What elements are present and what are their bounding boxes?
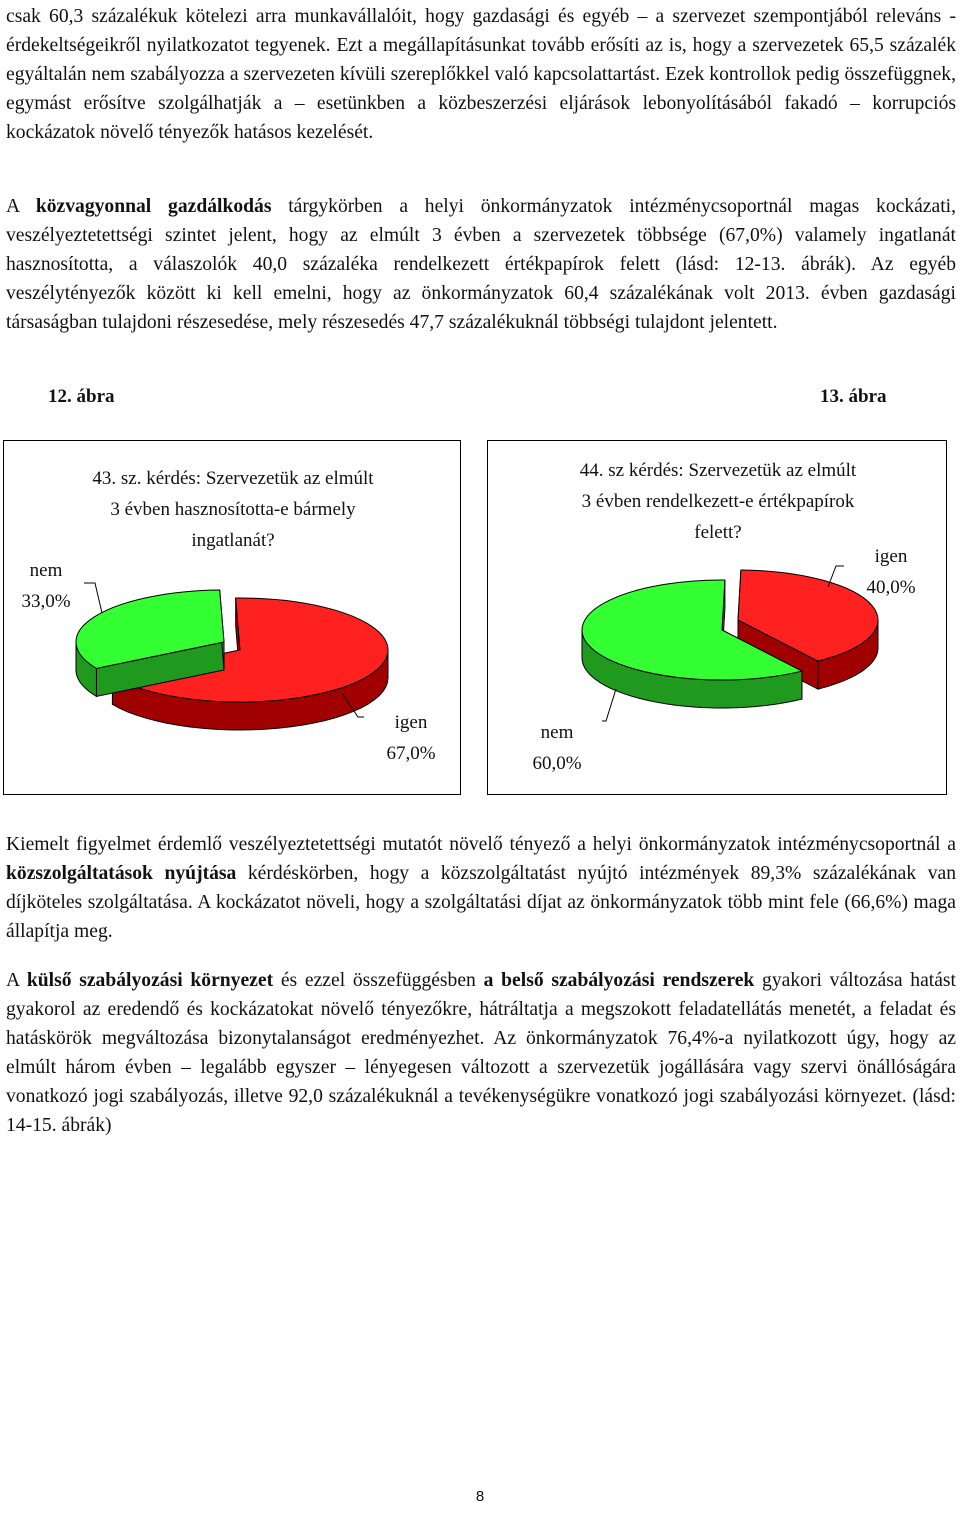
paragraph-3-bold: közszolgáltatások nyújtása xyxy=(6,863,237,884)
chart-13-leader-line-2 xyxy=(602,689,616,721)
pie-chart-13 xyxy=(487,440,947,795)
paragraph-2-text-a: A xyxy=(6,196,36,217)
paragraph-2-bold: közvagyonnal gazdálkodás xyxy=(35,196,272,217)
chart-12-title-line-3: ingatlanát? xyxy=(191,530,275,551)
paragraph-3-text-a: Kiemelt figyelmet érdemlő veszélyeztetettségi mutatót növelő tényező a helyi önkormányzatok intézménycsoportnál a xyxy=(6,834,956,855)
paragraph-1 xyxy=(6,2,956,147)
figure-label-13: 13. ábra xyxy=(820,386,887,407)
chart-12-label-nem-name: nem xyxy=(29,560,63,581)
chart-13-label-nem xyxy=(512,717,602,779)
chart-12-label-igen xyxy=(366,707,456,769)
paragraph-4-bold-1: külső szabályozási környezet xyxy=(26,970,274,991)
paragraph-4-text-b: és ezzel összefüggésben xyxy=(273,970,484,991)
paragraph-3 xyxy=(6,830,956,946)
chart-12-label-nem xyxy=(6,555,86,617)
paragraph-3-text-b: kérdéskörben, hogy a közszolgáltatást nyújtó intézmények 89,3% százalékának van díjköteles szolgáltatása. A kockázatot növeli, hogy a szolgáltatási díjat az önkormányzatok több mint fele (66,6%) maga állapítja meg. xyxy=(6,863,956,942)
chart-13-label-igen-value: 40,0% xyxy=(866,577,916,598)
page-number: 8 xyxy=(475,1488,485,1505)
chart-12-label-igen-name: igen xyxy=(394,712,428,733)
chart-13-label-nem-value: 60,0% xyxy=(532,753,582,774)
paragraph-4-bold-2: a belső szabályozási rendszerek xyxy=(483,970,755,991)
paragraph-2 xyxy=(6,192,956,337)
paragraph-4-text-c: gyakori változása hatást gyakorol az eredendő és kockázatokat növelő tényezőkre, hátráltatja a megszokott feladatellátás menetét, a feladat és hatáskörök megváltozása bizonytalanságot eredményezhet. Az önkormányzatok 76,4%-a nyilatkozott úgy, hogy az elmúlt három évben – legalább egyszer – lényegesen változott a szervezetük jogállására vagy szervi önállóságára vonatkozó jogi szabályozás, illetve 92,0 százalékuknál a tevékenységükre vonatkozó jogi szabályozási környezet. (lásd: 14-15. ábrák) xyxy=(6,970,956,1136)
chart-13-title xyxy=(488,455,948,548)
chart-13-title-line-2: 3 évben rendelkezett-e értékpapírok xyxy=(581,491,855,512)
chart-13-label-nem-name: nem xyxy=(540,722,574,743)
chart-13-label-igen xyxy=(846,541,936,603)
figure-label-12: 12. ábra xyxy=(48,386,115,407)
paragraph-2-text-b: tárgykörben a helyi önkormányzatok intézménycsoportnál magas kockázati, veszélyeztetettségi szintet jelent, hogy az elmúlt 3 évben a szervezetek többsége (67,0%) valamely ingatlanát hasznosította, a válaszolók 40,0 százaléka rendelkezett értékpapírok felett (lásd: 12-13. ábrák). Az egyéb veszélytényezők között ki kell emelni, hogy az önkormányzatok 60,4 százalékának volt 2013. évben gazdasági társaságban tulajdoni részesedése, mely részesedés 47,7 százalékuknál többségi tulajdont jelentett. xyxy=(6,196,956,333)
chart-12-title xyxy=(4,463,462,556)
paragraph-4 xyxy=(6,966,956,1140)
chart-12-label-nem-value: 33,0% xyxy=(21,591,71,612)
paragraph-1-text: csak 60,3 százalékuk kötelezi arra munkavállalóit, hogy gazdasági és egyéb – a szervezet szempontjából releváns - érdekeltségeikről nyilatkozatot tegyenek. Ezt a megállapításunkat tovább erősíti az is, hogy a szervezetek 65,5 százalék egyáltalán nem szabályozza a szervezeten kívüli szereplőkkel való kapcsolattartást. Ezek kontrollok pedig összefüggnek, egymást erősítve szolgálhatják a – esetünkben a közbeszerzési eljárások lebonyolításából fakadó – korrupciós kockázatok növelő tényezők hatásos kezelését. xyxy=(6,6,956,143)
chart-12-leader-line-1 xyxy=(84,583,102,613)
chart-12-title-line-1: 43. sz. kérdés: Szervezetük az elmúlt xyxy=(92,468,374,489)
chart-12-label-igen-value: 67,0% xyxy=(386,743,436,764)
paragraph-4-text-a: A xyxy=(6,970,27,991)
chart-13-label-igen-name: igen xyxy=(874,546,908,567)
chart-12-title-line-2: 3 évben hasznosította-e bármely xyxy=(110,499,356,520)
pie-chart-12 xyxy=(3,440,461,795)
chart-13-title-line-1: 44. sz kérdés: Szervezetük az elmúlt xyxy=(579,460,857,481)
chart-13-title-line-3: felett? xyxy=(694,522,742,543)
